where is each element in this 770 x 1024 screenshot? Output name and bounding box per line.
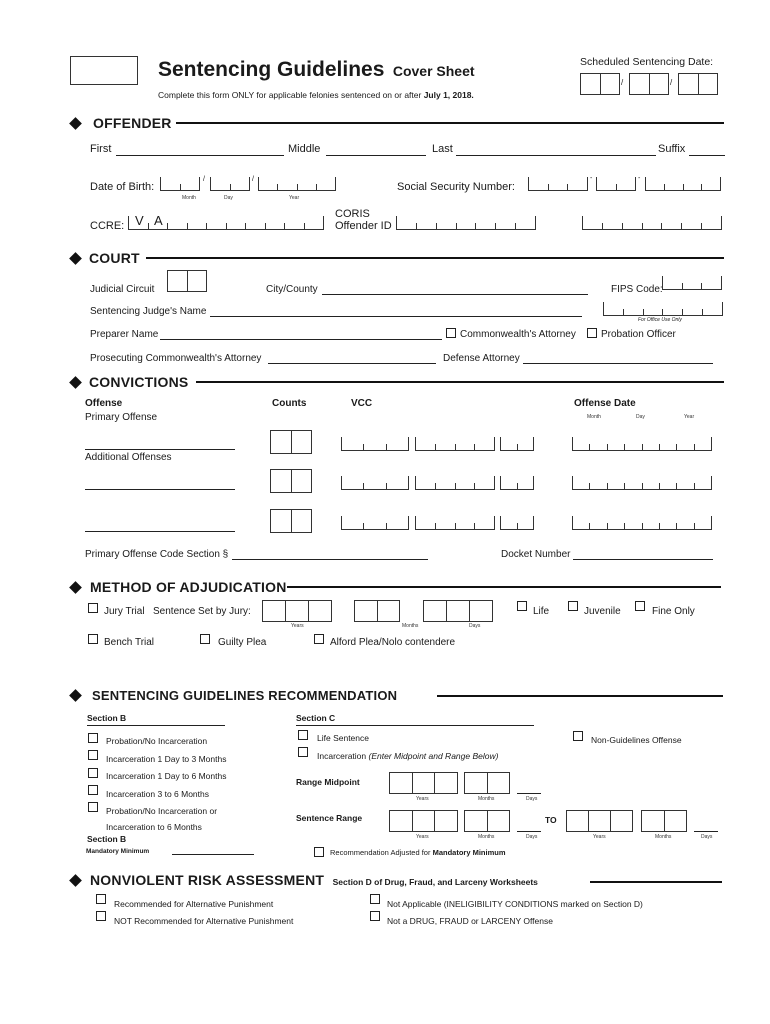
range-high-days-label: Days: [701, 834, 713, 840]
b-item-checkbox[interactable]: [88, 733, 98, 743]
range-high-years-field[interactable]: [566, 810, 633, 832]
b-item-label: Probation/No Incarceration or: [106, 806, 218, 816]
middle-name-field[interactable]: [326, 155, 426, 156]
primary-counts-field[interactable]: [270, 430, 312, 454]
suffix-label: Suffix: [658, 143, 686, 155]
primary-vcc-field-3[interactable]: [500, 437, 534, 451]
juvenile-label: Juvenile: [584, 606, 621, 617]
range-high-months-label: Months: [655, 834, 672, 840]
additional-offense-date[interactable]: [572, 476, 712, 490]
range-low-months-field[interactable]: [464, 810, 510, 832]
alford-plea-checkbox[interactable]: [314, 634, 324, 644]
section-rule: [176, 122, 724, 124]
office-use-field[interactable]: [603, 302, 723, 316]
office-use-label: For Office Use Only: [638, 317, 682, 323]
ssn-dash: -: [638, 175, 641, 182]
ssn-part3[interactable]: [645, 177, 721, 191]
coris-offender-id[interactable]: [396, 216, 536, 230]
jury-trial-checkbox[interactable]: [88, 603, 98, 613]
midpoint-days-field[interactable]: [517, 793, 541, 794]
offense-col-header: Offense: [85, 398, 123, 409]
not-dfl-label: Not a DRUG, FRAUD or LARCENY Offense: [387, 916, 553, 926]
preparer-name-label: Preparer Name: [90, 329, 159, 340]
preparer-name-field[interactable]: [160, 339, 442, 340]
range-low-months-label: Months: [478, 834, 495, 840]
judicial-circuit-label: Judicial Circuit: [90, 284, 155, 295]
offense-day-label: Day: [636, 414, 645, 420]
first-name-field[interactable]: [116, 155, 284, 156]
additional-vcc-field-2[interactable]: [415, 516, 495, 530]
probation-officer-label: Probation Officer: [601, 329, 676, 340]
guilty-plea-checkbox[interactable]: [200, 634, 210, 644]
commonwealths-attorney-checkbox[interactable]: [446, 328, 456, 338]
section-c-header: Section C: [296, 713, 336, 723]
range-high-days-field[interactable]: [694, 831, 718, 832]
title-sub: Cover Sheet: [392, 63, 475, 79]
coris-label-1: CORIS: [335, 208, 370, 220]
section-recommendation-title: SENTENCING GUIDELINES RECOMMENDATION: [92, 688, 398, 703]
not-recommended-alt-checkbox[interactable]: [96, 911, 106, 921]
jury-days-label: Days: [469, 623, 481, 629]
jury-years-label: Years: [291, 623, 304, 629]
midpoint-years-field[interactable]: [389, 772, 458, 794]
guilty-plea-label: Guilty Plea: [218, 637, 267, 648]
dob-label: Date of Birth:: [90, 181, 155, 193]
docket-number-field[interactable]: [573, 559, 713, 560]
sentence-range-label: Sentence Range: [296, 813, 363, 823]
probation-officer-checkbox[interactable]: [587, 328, 597, 338]
coris-offender-id-2[interactable]: [582, 216, 722, 230]
section-rule: [196, 381, 724, 383]
b-item-checkbox[interactable]: [88, 750, 98, 760]
jury-years-field[interactable]: [262, 600, 332, 622]
docket-number-label: Docket Number: [501, 549, 571, 560]
scheduled-date-month[interactable]: [580, 73, 620, 95]
midpoint-days-label: Days: [526, 796, 538, 802]
primary-vcc-field-1[interactable]: [341, 437, 409, 451]
defense-attorney-field[interactable]: [523, 363, 713, 364]
ssn-label: Social Security Number:: [397, 181, 515, 193]
judge-name-field[interactable]: [210, 316, 582, 317]
city-county-field[interactable]: [322, 294, 588, 295]
commonwealths-attorney-label: Commonwealth's Attorney: [460, 329, 576, 340]
additional-offense-date[interactable]: [572, 516, 712, 530]
range-high-months-field[interactable]: [641, 810, 687, 832]
prosecuting-attorney-field[interactable]: [268, 363, 436, 364]
incarceration-label: Incarceration (Enter Midpoint and Range Below): [317, 751, 499, 761]
primary-offense-field[interactable]: [85, 449, 235, 450]
b-item-label-line2: Incarceration to 6 Months: [106, 822, 202, 832]
range-low-days-label: Days: [526, 834, 538, 840]
dob-year[interactable]: [258, 177, 336, 191]
form-id-box[interactable]: [70, 56, 138, 85]
dob-month[interactable]: [160, 177, 200, 191]
city-county-label: City/County: [266, 284, 318, 295]
section-c-underline: [296, 725, 534, 726]
b-item-checkbox[interactable]: [88, 802, 98, 812]
form-title: [158, 58, 475, 82]
range-to-label: TO: [545, 815, 557, 825]
section-diamond-icon: [69, 689, 82, 702]
primary-offense-date[interactable]: [572, 437, 712, 451]
dob-month-label: Month: [182, 195, 196, 201]
b-item-checkbox[interactable]: [88, 768, 98, 778]
b-item-checkbox[interactable]: [88, 785, 98, 795]
additional-offense-field[interactable]: [85, 489, 235, 490]
life-sentence-label: Life Sentence: [317, 733, 369, 743]
midpoint-years-label: Years: [416, 796, 429, 802]
section-diamond-icon: [69, 252, 82, 265]
recommended-alt-checkbox[interactable]: [96, 894, 106, 904]
b-item-label: Probation/No Incarceration: [106, 736, 208, 746]
b-item-label: Incarceration 1 Day to 6 Months: [106, 771, 227, 781]
fine-only-label: Fine Only: [652, 606, 695, 617]
incarceration-checkbox[interactable]: [298, 747, 308, 757]
section-diamond-icon: [69, 874, 82, 887]
section-diamond-icon: [69, 117, 82, 130]
offense-date-col-header: Offense Date: [574, 398, 636, 409]
juvenile-checkbox[interactable]: [568, 601, 578, 611]
defense-attorney-label: Defense Attorney: [443, 353, 520, 364]
primary-offense-label: Primary Offense: [85, 412, 158, 423]
scheduled-date-year[interactable]: [678, 73, 718, 95]
fips-code-label: FIPS Code:: [611, 284, 663, 295]
bench-trial-checkbox[interactable]: [88, 634, 98, 644]
not-applicable-label: Not Applicable (INELIGIBILITY CONDITIONS marked on Section D): [387, 899, 643, 909]
scheduled-date-label: Scheduled Sentencing Date:: [580, 56, 714, 68]
additional-vcc-field-1[interactable]: [341, 516, 409, 530]
additional-counts-field[interactable]: [270, 509, 312, 533]
range-low-days-field[interactable]: [517, 831, 541, 832]
adjusted-mandatory-checkbox[interactable]: [314, 847, 324, 857]
section-b-underline: [87, 725, 225, 726]
dob-day-label: Day: [224, 195, 233, 201]
first-name-label: First: [90, 143, 112, 155]
mandatory-minimum-label: Mandatory Minimum: [86, 848, 150, 855]
judge-name-label: Sentencing Judge's Name: [90, 306, 207, 317]
additional-vcc-field-3[interactable]: [500, 516, 534, 530]
alford-plea-label: Alford Plea/Nolo contendere: [330, 637, 456, 648]
coris-label-2: Offender ID: [335, 220, 392, 232]
date-slash: /: [621, 78, 624, 87]
section-convictions-title: CONVICTIONS: [89, 374, 189, 390]
primary-vcc-field-2[interactable]: [415, 437, 495, 451]
recommended-alt-label: Recommended for Alternative Punishment: [114, 899, 274, 909]
jury-months-label: Months: [402, 623, 419, 629]
mandatory-minimum-field[interactable]: [172, 854, 254, 855]
ccre-label: CCRE:: [90, 220, 125, 232]
scheduled-date-day[interactable]: [629, 73, 669, 95]
ssn-part1[interactable]: [528, 177, 588, 191]
section-diamond-icon: [69, 581, 82, 594]
fips-code-field[interactable]: [662, 276, 722, 290]
jury-trial-label: Jury Trial: [104, 606, 145, 617]
section-offender-title: OFFENDER: [93, 115, 172, 131]
section-court-title: COURT: [89, 250, 140, 266]
title-main: Sentencing Guidelines: [158, 58, 385, 81]
section-diamond-icon: [69, 376, 82, 389]
midpoint-months-field[interactable]: [464, 772, 510, 794]
last-name-label: Last: [432, 143, 453, 155]
life-checkbox[interactable]: [517, 601, 527, 611]
range-high-years-label: Years: [593, 834, 606, 840]
judicial-circuit-field[interactable]: [167, 270, 207, 292]
last-name-field[interactable]: [456, 155, 656, 156]
section-b-header: Section B: [87, 713, 127, 723]
middle-name-label: Middle: [288, 143, 321, 155]
prosecuting-attorney-label: Prosecuting Commonwealth's Attorney: [90, 353, 262, 364]
not-dfl-checkbox[interactable]: [370, 911, 380, 921]
additional-vcc-field-1[interactable]: [341, 476, 409, 490]
additional-offense-field[interactable]: [85, 531, 235, 532]
section-nonviolent-title: NONVIOLENT RISK ASSESSMENT Section D of Drug, Fraud, and Larceny Worksheets: [90, 872, 538, 888]
range-low-years-label: Years: [416, 834, 429, 840]
not-recommended-alt-label: NOT Recommended for Alternative Punishment: [114, 916, 294, 926]
life-sentence-checkbox[interactable]: [298, 730, 308, 740]
not-applicable-checkbox[interactable]: [370, 894, 380, 904]
counts-col-header: Counts: [272, 398, 307, 409]
additional-vcc-field-2[interactable]: [415, 476, 495, 490]
vcc-col-header: VCC: [351, 398, 373, 409]
jury-days-field[interactable]: [423, 600, 493, 622]
section-rule: [437, 695, 723, 697]
section-rule: [287, 586, 721, 588]
range-low-years-field[interactable]: [389, 810, 458, 832]
ssn-dash: -: [590, 175, 593, 182]
additional-vcc-field-3[interactable]: [500, 476, 534, 490]
ccre-prefix-v: V: [135, 213, 144, 228]
non-guidelines-label: Non-Guidelines Offense: [591, 735, 682, 745]
ssn-part2[interactable]: [596, 177, 636, 191]
fine-only-checkbox[interactable]: [635, 601, 645, 611]
section-b-footer: Section B: [87, 834, 127, 844]
midpoint-months-label: Months: [478, 796, 495, 802]
dob-slash: /: [252, 176, 254, 183]
adjusted-mandatory-label: Recommendation Adjusted for Mandatory Minimum: [330, 848, 506, 857]
section-rule: [590, 881, 722, 883]
jury-months-field[interactable]: [354, 600, 400, 622]
section-rule: [146, 257, 724, 259]
non-guidelines-checkbox[interactable]: [573, 731, 583, 741]
date-slash: /: [670, 78, 673, 87]
b-item-label: Incarceration 3 to 6 Months: [106, 789, 210, 799]
dob-slash: /: [203, 176, 205, 183]
offense-year-label: Year: [684, 414, 695, 420]
ccre-prefix-a: A: [154, 213, 163, 228]
life-label: Life: [533, 606, 550, 617]
offense-month-label: Month: [587, 414, 601, 420]
code-section-field[interactable]: [232, 559, 428, 560]
section-adjudication-title: METHOD OF ADJUDICATION: [90, 579, 287, 595]
bench-trial-label: Bench Trial: [104, 637, 155, 648]
dob-year-label: Year: [289, 195, 300, 201]
dob-day[interactable]: [210, 177, 250, 191]
additional-counts-field[interactable]: [270, 469, 312, 493]
instruction-text: Complete this form ONLY for applicable felonies sentenced on or after July 1, 2018.: [158, 90, 474, 100]
code-section-label: Primary Offense Code Section §: [85, 549, 229, 560]
suffix-field[interactable]: [689, 155, 725, 156]
range-midpoint-label: Range Midpoint: [296, 777, 360, 787]
b-item-label: Incarceration 1 Day to 3 Months: [106, 754, 227, 764]
additional-offenses-label: Additional Offenses: [85, 452, 172, 463]
sentence-set-label: Sentence Set by Jury:: [153, 606, 251, 617]
